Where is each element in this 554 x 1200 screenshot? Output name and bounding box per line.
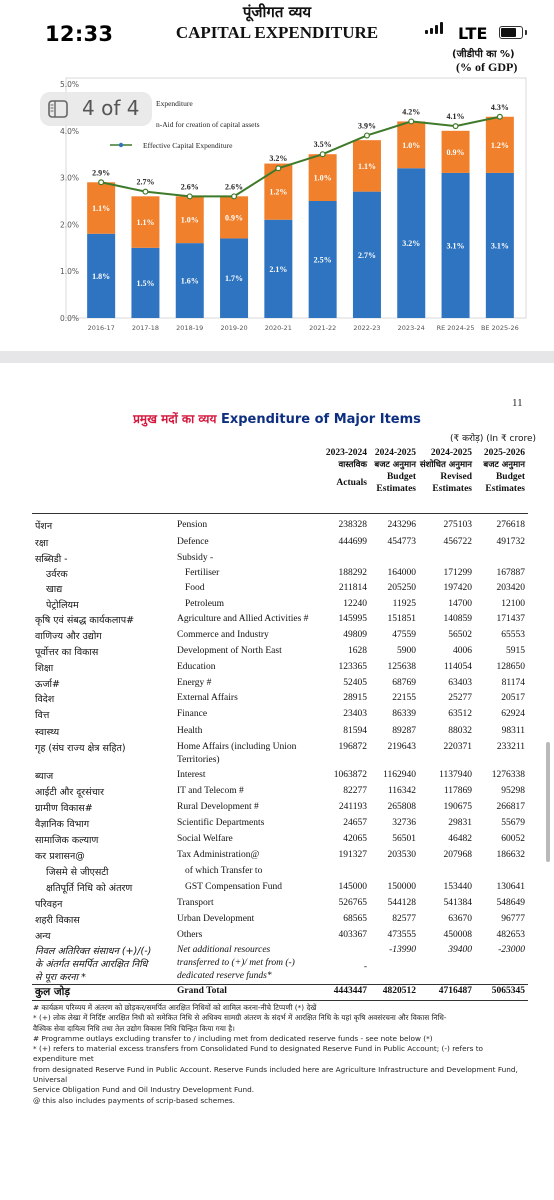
row-value: 95298 <box>501 786 525 796</box>
row-value: 1063872 <box>333 770 367 780</box>
line-point <box>320 152 325 157</box>
line-point <box>497 114 502 119</box>
table-title <box>0 410 554 427</box>
row-value: 233211 <box>496 742 525 752</box>
data-label-blue: 1.8% <box>92 271 111 281</box>
data-label-orange: 1.1% <box>357 161 376 171</box>
network-label: LTE <box>458 24 488 43</box>
data-label-orange: 1.2% <box>269 187 288 197</box>
y-tick-label: 4.0% <box>59 126 79 136</box>
row-value: 117869 <box>443 786 472 796</box>
data-label-orange: 1.1% <box>136 218 155 228</box>
line-point <box>232 194 237 199</box>
line-point <box>143 189 148 194</box>
table-unit: (₹ करोड़) (In ₹ crore) <box>450 434 537 444</box>
x-tick-label: 2017-18 <box>131 324 160 332</box>
line-point <box>276 166 281 171</box>
row-label-hindi: शिक्षा <box>35 663 54 674</box>
row-value: 151851 <box>387 614 416 624</box>
data-label-blue: 3.2% <box>402 239 421 249</box>
row-value: 68769 <box>392 678 416 688</box>
row-value: 98311 <box>501 726 525 736</box>
x-tick-label: 2020-21 <box>264 324 292 332</box>
table-row-total <box>0 985 554 1001</box>
header-rule <box>32 513 528 514</box>
table-row <box>0 536 554 552</box>
column-english: Actuals <box>336 478 367 488</box>
data-label-blue: 3.1% <box>446 241 465 251</box>
row-label-english: Urban Development <box>177 914 255 924</box>
row-value: -13990 <box>389 945 416 955</box>
row-value: 4006 <box>453 646 472 656</box>
row-label-english: Finance <box>177 709 208 719</box>
status-time: 12:33 <box>45 22 114 46</box>
row-value: 150000 <box>387 882 416 892</box>
row-value: 4443447 <box>333 986 367 996</box>
chart-title: CAPITAL EXPENDITURE <box>175 23 379 42</box>
row-label-english: Others <box>177 930 203 940</box>
y-tick-label: 1.0% <box>59 267 79 277</box>
note-line: from designated Reserve Fund in Public Account. Reserve Funds included here are Agriculture Infrastructure and Development Fund, Universal <box>33 1064 518 1085</box>
row-label-english: Interest <box>177 770 206 780</box>
table-row <box>0 645 554 661</box>
column-english: Budget <box>386 472 416 482</box>
note-line: Service Obligation Fund and Oil Industry Development Fund. <box>33 1085 255 1095</box>
row-label-english: Education <box>177 662 216 672</box>
row-value: 123365 <box>338 662 367 672</box>
x-tick-label: 2018-19 <box>176 324 204 332</box>
row-value: - <box>363 962 367 972</box>
table-row <box>0 582 554 598</box>
row-value: 403367 <box>338 930 367 940</box>
row-value: 52405 <box>343 678 367 688</box>
row-value: 265808 <box>387 802 416 812</box>
row-value: 266817 <box>496 802 525 812</box>
row-label-hindi: आईटी और दूरसंचार <box>35 787 104 798</box>
row-label-hindi: शहरी विकास <box>35 915 80 926</box>
row-label-english: Fertiliser <box>185 568 220 578</box>
column-hindi: संशोधित अनुमान <box>419 460 472 470</box>
row-value: 65553 <box>501 630 525 640</box>
row-value: 243296 <box>387 520 416 530</box>
table-row <box>0 708 554 724</box>
row-value: 164000 <box>387 568 416 578</box>
row-label-english: Subsidy - <box>177 553 214 563</box>
row-label-hindi: सामाजिक कल्याण <box>35 835 99 846</box>
page-count-label: 4 of 4 <box>82 96 140 120</box>
row-value: 203530 <box>387 850 416 860</box>
table-row <box>0 567 554 583</box>
row-label-hindi: कुल जोड़ <box>35 986 70 998</box>
row-value: 56502 <box>448 630 472 640</box>
row-label-english: dedicated reserve funds* <box>177 971 272 981</box>
row-label-english: Net additional resources <box>177 945 271 955</box>
column-year: 2025-2026 <box>483 448 525 458</box>
row-label-english: GST Compensation Fund <box>185 882 282 892</box>
row-value: 5915 <box>506 646 525 656</box>
data-label-line: 3.9% <box>357 121 376 131</box>
table-row <box>0 613 554 629</box>
x-tick-label: 2019-20 <box>220 324 248 332</box>
column-english: Budget <box>495 472 525 482</box>
x-tick-label: RE 2024-25 <box>436 324 475 332</box>
row-value: 82277 <box>343 786 367 796</box>
x-tick-label: 2021-22 <box>309 324 337 332</box>
row-label-hindi: क्षतिपूर्ति निधि को अंतरण <box>46 883 133 894</box>
row-label-english: Food <box>185 583 205 593</box>
data-label-orange: 1.1% <box>92 204 111 214</box>
image-divider <box>0 351 554 363</box>
legend-expenditure: Expenditure <box>156 99 193 108</box>
table-row <box>0 741 554 765</box>
row-value: 63670 <box>448 914 472 924</box>
row-value: 220371 <box>443 742 472 752</box>
row-value: 12240 <box>343 599 367 609</box>
row-label-hindi: पेंशन <box>35 521 53 532</box>
table-row <box>0 519 554 535</box>
row-value: 114054 <box>443 662 472 672</box>
row-label-hindi: पूर्वोत्तर का विकास <box>35 647 99 658</box>
row-value: 145995 <box>338 614 367 624</box>
table-title-english: Expenditure of Major Items <box>220 412 421 427</box>
row-label-english: Grand Total <box>177 986 227 996</box>
row-value: 541384 <box>443 898 472 908</box>
row-label-english: Scientific Departments <box>177 818 265 828</box>
note-line: # Programme outlays excluding transfer to / including met from dedicated reserve funds - see note below (*) <box>33 1033 433 1043</box>
row-value: 86339 <box>392 709 416 719</box>
row-label-hindi: कर प्रशासन@ <box>35 851 85 862</box>
column-year: 2024-2025 <box>430 448 472 458</box>
row-value: 22155 <box>392 693 416 703</box>
y-tick-label: 5.0% <box>59 80 79 89</box>
row-value: 196872 <box>338 742 367 752</box>
row-value: 130641 <box>496 882 525 892</box>
table-row <box>0 913 554 929</box>
row-value: 190675 <box>443 802 472 812</box>
row-value: 5900 <box>397 646 416 656</box>
y-tick-label: 0.0% <box>59 314 79 323</box>
row-value: 25277 <box>448 693 472 703</box>
note-line: @ this also includes payments of scrip-based schemes. <box>33 1095 235 1105</box>
scrollbar[interactable] <box>546 742 550 862</box>
row-label-hindi: गृह (संघ राज्य क्षेत्र सहित) <box>35 743 126 754</box>
row-value: 219643 <box>387 742 416 752</box>
data-label-line: 4.2% <box>402 107 421 117</box>
row-value: 482653 <box>496 930 525 940</box>
page-number: 11 <box>512 397 523 409</box>
row-label-hindi: वाणिज्य और उद्योग <box>35 631 102 642</box>
row-value: 473555 <box>387 930 416 940</box>
row-value: 81174 <box>501 678 525 688</box>
row-value: 1137940 <box>439 770 472 780</box>
row-value: 62924 <box>501 709 525 719</box>
row-value: 205250 <box>387 583 416 593</box>
row-value: 49809 <box>343 630 367 640</box>
row-label-hindi: अन्य <box>35 931 51 942</box>
row-value: 548649 <box>496 898 525 908</box>
row-value: 171299 <box>443 568 472 578</box>
row-value: 23403 <box>343 709 367 719</box>
row-value: 153440 <box>443 882 472 892</box>
row-label-english: Transport <box>177 898 214 908</box>
row-label-hindi: परिवहन <box>35 899 63 910</box>
row-value: 526765 <box>338 898 367 908</box>
row-value: 28915 <box>343 693 367 703</box>
row-label-hindi: वित्त <box>35 710 50 721</box>
row-value: 128650 <box>496 662 525 672</box>
row-value: 197420 <box>443 583 472 593</box>
row-value: 241193 <box>338 802 367 812</box>
row-value: 39400 <box>448 945 472 955</box>
data-label-blue: 2.5% <box>313 255 332 265</box>
row-label-english: External Affairs <box>177 693 238 703</box>
table-row <box>0 769 554 785</box>
row-value: 238328 <box>338 520 367 530</box>
line-point <box>187 194 192 199</box>
note-line: * (+) लोक लेखा में निर्दिष्ट आरक्षित निधी को समेकित निधि से अधिक्य सामग्री अंतरण के संदर्भ में आरक्षित निधि के यहां कृषि अवसंरचना और विकास निधि- <box>33 1013 447 1023</box>
row-value: 203420 <box>496 583 525 593</box>
x-tick-label: 2023-24 <box>397 324 425 332</box>
column-hindi: बजट अनुमान <box>483 460 525 470</box>
row-value: 125638 <box>387 662 416 672</box>
column-year: 2023-2024 <box>325 448 367 458</box>
row-value: 5065345 <box>491 986 525 996</box>
table-notes <box>33 1003 528 1106</box>
row-value: 20517 <box>501 693 525 703</box>
row-label-english: Defence <box>177 537 209 547</box>
data-label-line: 4.1% <box>446 112 465 122</box>
data-label-line: 2.9% <box>92 168 111 178</box>
row-value: 14700 <box>448 599 472 609</box>
note-line: # कार्यक्रम परिव्यय में अंतरण को छोड़कर/समर्पित आरक्षित निधियों को शामिल करना-नीचे टिप्पणी (*) देखें <box>33 1003 317 1012</box>
row-value: 188292 <box>338 568 367 578</box>
data-label-line: 3.2% <box>269 154 288 164</box>
total-rule-bottom <box>32 1000 528 1001</box>
row-value: 211814 <box>338 583 367 593</box>
data-label-blue: 2.1% <box>269 264 288 274</box>
column-english: Revised <box>440 472 472 482</box>
row-label-hindi: निवल अतिरिक्त संसाधन (+)/(-) <box>35 946 152 957</box>
row-value: 275103 <box>443 520 472 530</box>
table-row <box>0 677 554 693</box>
row-label-hindi: कृषि एवं संबद्ध कार्यकलाप# <box>35 615 135 626</box>
row-label-hindi: खाद्य <box>46 584 63 595</box>
row-label-english: of which Transfer to <box>185 866 263 876</box>
row-value: 544128 <box>387 898 416 908</box>
row-value: 4820512 <box>382 986 416 996</box>
table-row <box>0 661 554 677</box>
row-value: 81594 <box>343 726 367 736</box>
row-value: 55679 <box>501 818 525 828</box>
row-value: 491732 <box>496 537 525 547</box>
line-point <box>453 124 458 129</box>
row-value: 60052 <box>501 834 525 844</box>
data-label-line: 3.5% <box>313 140 332 150</box>
column-year: 2024-2025 <box>374 448 416 458</box>
row-label-english: IT and Telecom # <box>177 786 244 796</box>
y-tick-label: 2.0% <box>59 220 79 230</box>
data-label-orange: 0.9% <box>225 213 244 223</box>
row-value: 12100 <box>501 599 525 609</box>
legend-line-marker <box>119 143 123 147</box>
column-english: Estimates <box>485 484 525 494</box>
row-value: 11925 <box>392 599 416 609</box>
row-value: 88032 <box>448 726 472 736</box>
row-label-hindi: ब्याज <box>35 771 54 782</box>
row-value: 456722 <box>443 537 472 547</box>
table-row <box>0 817 554 833</box>
row-value: 42065 <box>343 834 367 844</box>
row-value: 46482 <box>448 834 472 844</box>
legend-effective-capex: Effective Capital Expenditure <box>143 141 233 150</box>
row-label-english: Social Welfare <box>177 834 233 844</box>
row-value: 63403 <box>448 678 472 688</box>
row-label-hindi: जिसमे से जीएसटी <box>46 867 109 878</box>
row-value: 56501 <box>392 834 416 844</box>
table-row <box>0 692 554 708</box>
table-row <box>0 881 554 897</box>
row-value: 191327 <box>338 850 367 860</box>
row-value: 68565 <box>343 914 367 924</box>
row-label-hindi: सब्सिडी - <box>35 554 68 565</box>
row-value: 450008 <box>443 930 472 940</box>
table-row <box>0 725 554 741</box>
note-line: वैश्विक सेवा दायित्व निधि तथा तेल उद्योग विकास निधि चिन्हित किया गया है। <box>33 1023 235 1033</box>
row-value: 89287 <box>392 726 416 736</box>
y-tick-label: 3.0% <box>59 173 79 183</box>
row-label-english: Health <box>177 726 203 736</box>
row-label-english: Commerce and Industry <box>177 630 269 640</box>
data-label-line: 2.7% <box>136 177 155 187</box>
row-label-english: transferred to (+)/ met from (-) <box>177 958 295 968</box>
line-point <box>365 133 370 138</box>
row-label-english: Development of North East <box>177 646 282 656</box>
row-value: 47559 <box>392 630 416 640</box>
data-label-blue: 2.7% <box>357 250 376 260</box>
row-label-english: Territories) <box>177 755 220 765</box>
page-count-badge[interactable] <box>40 92 152 126</box>
data-label-orange: 1.0% <box>313 173 332 183</box>
row-label-hindi: रक्षा <box>35 538 49 549</box>
chart-title-hindi: पूंजीगत व्यय <box>242 3 312 21</box>
x-tick-label: 2022-23 <box>353 324 381 332</box>
row-label-english: Home Affairs (including Union <box>177 742 297 752</box>
row-label-english: Pension <box>177 520 208 530</box>
column-hindi: बजट अनुमान <box>374 460 416 470</box>
row-label-hindi: पेट्रोलियम <box>46 600 79 611</box>
row-value: 167887 <box>496 568 525 578</box>
data-label-line: 2.6% <box>180 182 199 192</box>
column-english: Estimates <box>432 484 472 494</box>
row-value: 276618 <box>496 520 525 530</box>
data-label-line: 2.6% <box>225 182 244 192</box>
table-row <box>0 629 554 645</box>
row-value: 186632 <box>496 850 525 860</box>
data-label-orange: 1.2% <box>490 140 509 150</box>
table-title-hindi: प्रमुख मदों का व्यय <box>133 412 217 426</box>
data-label-orange: 1.0% <box>180 215 199 225</box>
row-value: 145000 <box>338 882 367 892</box>
row-value: 63512 <box>448 709 472 719</box>
table-row <box>0 849 554 865</box>
table-row <box>0 801 554 817</box>
row-value: 1628 <box>348 646 367 656</box>
row-label-hindi: ऊर्जा# <box>35 679 60 690</box>
row-value: 116342 <box>387 786 416 796</box>
row-value: -23000 <box>498 945 525 955</box>
row-value: 140859 <box>443 614 472 624</box>
chart-unit-hindi: (जीडीपी का %) <box>452 49 515 60</box>
row-label-hindi: के अंतर्गत समर्पित आरक्षित निधि <box>35 959 148 970</box>
data-label-blue: 1.5% <box>136 278 155 288</box>
data-label-orange: 0.9% <box>446 147 465 157</box>
data-label-blue: 3.1% <box>490 241 509 251</box>
row-label-hindi: ग्रामीण विकास# <box>35 803 93 814</box>
note-line: * (+) refers to material excess transfers from Consolidated Fund to designated Reserve Fund in Public Account; (-) refers to expenditure met <box>33 1044 484 1064</box>
row-label-english: Energy # <box>177 678 212 688</box>
row-value: 444699 <box>338 537 367 547</box>
row-value: 4716487 <box>438 986 472 996</box>
chart-unit: (% of GDP) <box>456 60 518 74</box>
row-label-hindi: से पूरा करना * <box>35 972 86 983</box>
row-value: 82577 <box>392 914 416 924</box>
data-label-blue: 1.6% <box>180 276 199 286</box>
x-tick-label: 2016-17 <box>87 324 115 332</box>
row-label-hindi: उर्वरक <box>46 569 68 580</box>
table-row <box>0 929 554 945</box>
table-row <box>0 598 554 614</box>
row-value: 1276338 <box>491 770 525 780</box>
row-value: 32736 <box>392 818 416 828</box>
table-row <box>0 552 554 568</box>
row-label-hindi: वैज्ञानिक विभाग <box>35 819 90 830</box>
table-row <box>0 785 554 801</box>
row-label-hindi: विदेश <box>35 694 55 705</box>
data-label-orange: 1.0% <box>402 140 421 150</box>
row-label-english: Petroleum <box>185 599 225 609</box>
line-point <box>409 119 414 124</box>
legend-grants-in-aid: n-Aid for creation of capital assets <box>156 120 260 129</box>
column-english: Estimates <box>376 484 416 494</box>
data-label-blue: 1.7% <box>225 274 244 284</box>
data-label-line: 4.3% <box>490 102 509 112</box>
row-value: 171437 <box>496 614 525 624</box>
row-value: 207968 <box>443 850 472 860</box>
column-header <box>455 447 525 495</box>
x-tick-label: BE 2025-26 <box>480 324 519 332</box>
row-value: 24657 <box>343 818 367 828</box>
row-value: 1162940 <box>383 770 416 780</box>
row-label-english: Agriculture and Allied Activities # <box>177 614 309 624</box>
column-hindi: वास्तविक <box>338 460 367 470</box>
table-row-net-resources <box>0 944 554 984</box>
table-row <box>0 897 554 913</box>
pages-icon <box>48 100 68 118</box>
table-row <box>0 865 554 881</box>
row-label-english: Rural Development # <box>177 802 259 812</box>
table-row <box>0 833 554 849</box>
row-label-hindi: स्वास्थ्य <box>35 727 60 738</box>
row-value: 96777 <box>501 914 525 924</box>
line-point <box>99 180 104 185</box>
row-value: 29831 <box>448 818 472 828</box>
row-value: 454773 <box>387 537 416 547</box>
row-label-english: Tax Administration@ <box>177 850 260 860</box>
